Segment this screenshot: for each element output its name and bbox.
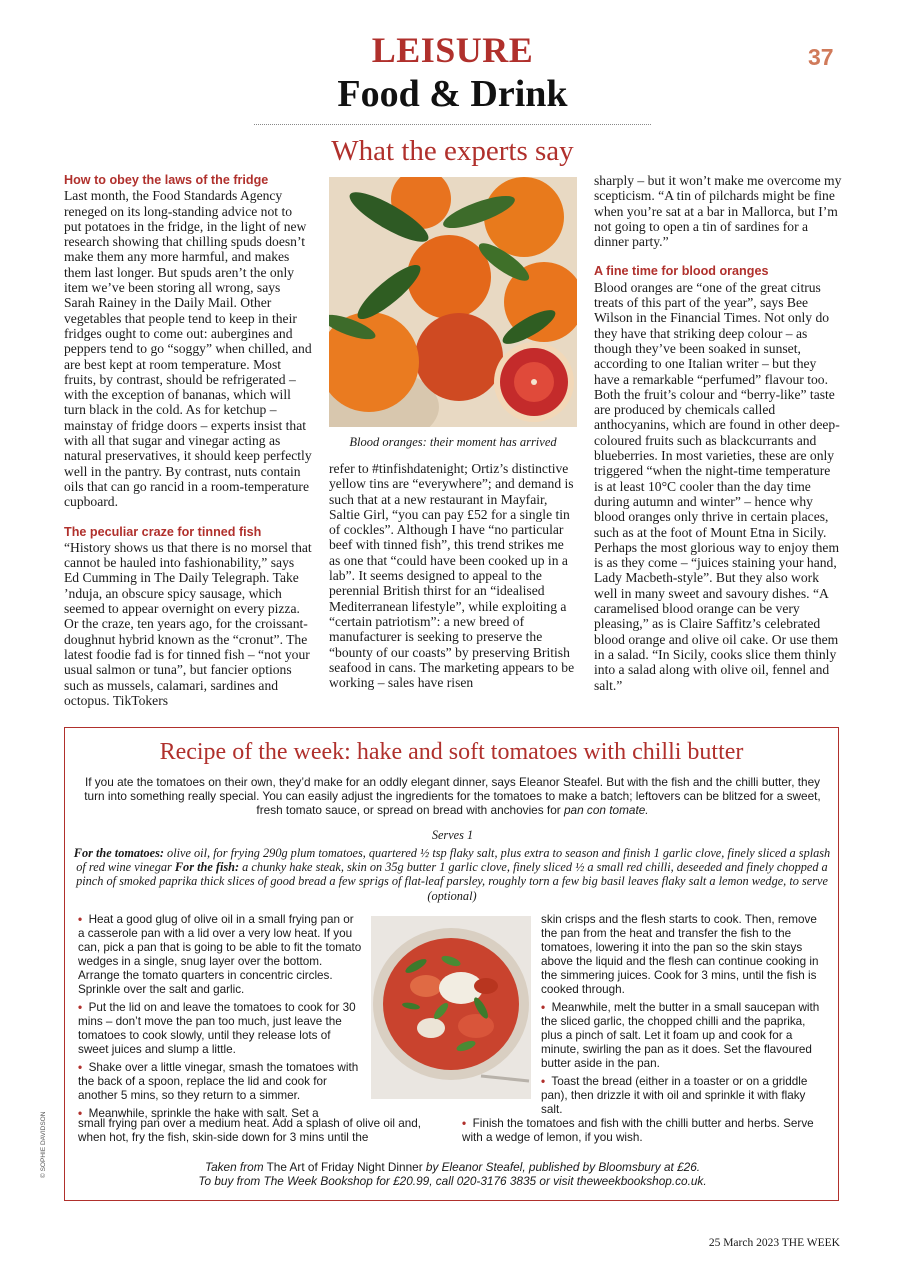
article-body-blood-oranges: Blood oranges are “one of the great citrus treats of this part of the year”, says Bee Wilson in the Financial Times. Not only do they have that striking deep colour – as though they’ve been soaked in sunset, according to one Italian writer – but they have a remarkable “perfumed” flavour too. Both the fruit’s colour and “berry-like” taste are produced by chemicals called anthocyanins, which are found in other deep-coloured fruits such as blackcurrants and blueberries. In most varieties, these are only triggered “when the night-time temperature is at least 10°C cooler than the day time during autumn and winter” – hence why blood oranges only thrive in certain places, such as at the foot of Mount Etna in Sicily. Perhaps the most glorious way to enjoy them is as they come – “juices staining your hand, Lady Macbeth-style”. But they also work well in many sweet and savoury dishes. “A caramelised blood orange can be very pleasing,” as is Claire Saffitz’s celebrated blood orange and olive oil cake. Or use them in a salad. “In Sicily, cooks slice them thinly into a salad along with olive oil, fennel and salt.” xyxy=(594,279,840,693)
page-number: 37 xyxy=(808,44,834,70)
bullet-icon: • xyxy=(541,1001,546,1014)
step-6: • Toast the bread (either in a toaster or on a griddle pan), then drizzle it with oil and sprinkle it with flaky salt. xyxy=(541,1075,808,1116)
recipe-serves: Serves 1 xyxy=(431,828,474,842)
article-heading-blood-oranges: A fine time for blood oranges xyxy=(594,264,769,279)
recipe-steps-left xyxy=(78,913,363,1121)
page-footer: 25 March 2023 THE WEEK xyxy=(708,1237,840,1249)
bullet-icon: • xyxy=(462,1117,467,1130)
page-headline: What the experts say xyxy=(331,135,574,167)
step-4-middle: small frying pan over a medium heat. Add a splash of olive oil and, when hot, fry the fish, skin-side down for 3 mins until the xyxy=(78,1117,422,1144)
bullet-icon: • xyxy=(78,1061,83,1074)
ingredients-fish-label: For the fish: xyxy=(174,860,240,875)
source-book-title: The Art of Friday Night Dinner xyxy=(263,1160,426,1174)
bullet-icon: • xyxy=(78,913,83,926)
recipe-ingredients xyxy=(72,846,832,903)
column-3 xyxy=(594,173,842,693)
article-body-tinned-fish: “History shows us that there is no morsel that cannot be hauled into fashionability,” says Ed Cumming in The Daily Telegraph. Take ’nduja, an obscure spicy sausage, which seemed to appear overnight on every pizza. Or the craze, ten years ago, for the croissant-doughnut hybrid known as the “cronut”. The latest foodie fad is for tinned fish – “not your usual salmon or tuna”, but fancier options such as mussels, calamari, sardines and octopus. TikTokers xyxy=(64,539,312,708)
column-2 xyxy=(329,461,577,690)
bullet-icon: • xyxy=(78,1107,83,1120)
step-3: • Shake over a little vinegar, smash the tomatoes with the back of a spoon, replace the lid and cook for another 5 mins, so they return to a simmer. xyxy=(78,1061,359,1102)
source-prefix: Taken from xyxy=(204,1160,264,1174)
article-heading-tinned-fish: The peculiar craze for tinned fish xyxy=(64,524,262,539)
photo-caption: Blood oranges: their moment has arrived xyxy=(349,435,557,449)
subsection-title: Food & Drink xyxy=(337,73,568,115)
source-bookshop: To buy from The Week Bookshop for £20.99, call 020-3176 3835 or visit theweekbookshop.co.uk. xyxy=(198,1174,707,1188)
column-1 xyxy=(64,173,312,708)
recipe-title: Recipe of the week: hake and soft tomatoes with chilli butter xyxy=(159,739,744,765)
article-heading-fridge: How to obey the laws of the fridge xyxy=(64,173,269,187)
ingredients-tomatoes-label: For the tomatoes: xyxy=(73,846,164,860)
recipe-intro-text: If you ate the tomatoes on their own, they’d make for an oddly elegant dinner, says Eleanor Steafel. But with the fish and the chilli butter, they turn into something really special. You can easily adjust the ingredients for the tomatoes to make a batch; leftovers can be blitzed for a sweet, fresh tomato sauce, or spread on bread with anchovies for xyxy=(84,775,821,818)
recipe-intro xyxy=(80,775,825,818)
article-body-tinned-fish-cont: refer to #tinfishdatenight; Ortiz’s distinctive yellow tins are “everywhere”; and demand is such that at a new restaurant in Mayfair, Saltie Girl, “you can pay £52 for a single tin of cockles”. Although I have “no particular beef with tinned fish”, this trend strikes me as one that “could have been cooked up in a lab”. It seems designed to appeal to the perennial British thirst for an “idealised Mediterranean lifestyle”, while exploiting a “certain patriotism”: a new breed of manufacturer is seeking to preserve the “bounty of our coasts” by preserving British seafood in cans. The marketing appears to be working – sales have risen xyxy=(329,461,575,691)
hake-dish-photo xyxy=(371,916,531,1099)
step-2: • Put the lid on and leave the tomatoes to cook for 30 mins – don’t move the pan too much, just leave the tomatoes to cook slowly, until they release lots of sweet juices and slump a little. xyxy=(78,1001,356,1056)
bullet-icon: • xyxy=(541,1075,546,1088)
step-4-start: • Meanwhile, sprinkle the hake with salt. Set a xyxy=(78,1107,319,1120)
article-body-fridge: Last month, the Food Standards Agency reneged on its long-standing advice not to put potatoes in the fridge, in the light of new research showing that chilling spuds doesn’t make them any more harmful, and makes them last longer. But spuds aren’t the only item we’ve been storing all wrong, says Sarah Rainey in the Daily Mail. Other vegetables that people tend to keep in their fridges ought to come out: aubergines and peppers tend to go “soggy” when chilled, and are best kept at room temperature. Most fruits, by contrast, should be refrigerated – with the exception of bananas, which will turn black in the cold. As for ketchup – mainstay of fridge doors – experts insist that with all that sugar and vinegar acting as natural preservatives, it should keep perfectly well in the pantry. By contrast, nuts contain oils that can go rancid in a room-temperature cupboard. xyxy=(64,188,312,510)
step-4-end: skin crisps and the flesh starts to cook. Then, remove the pan from the heat and transfer the fish to the tomatoes, lowering it into the pan so the skin stays above the liquid and the flesh can continue cooking in the simmering juices. Cook for 3 mins, until the fish is cooked through. xyxy=(541,913,819,996)
dotted-divider xyxy=(254,124,651,125)
ingredients-tomatoes: olive oil, for frying 290g plum tomatoes, quartered ½ tsp flaky salt, plus extra to season and finish 1 garlic clove, finely sliced a splash of red wine vinegar xyxy=(76,846,831,875)
step-7: • Finish the tomatoes and fish with the chilli butter and herbs. Serve with a wedge of lemon, if you wish. xyxy=(462,1117,814,1144)
recipe-steps-right xyxy=(541,913,826,1121)
recipe-intro-italic: pan con tomate. xyxy=(563,803,649,818)
section-title: LEISURE xyxy=(371,30,534,70)
bullet-icon: • xyxy=(78,1001,83,1014)
step-5: • Meanwhile, melt the butter in a small saucepan with the sliced garlic, the chopped chilli and the paprika, plus a pinch of salt. Let it foam up and cook for a minute, swirling the pan as it does. Set the flavoured butter aside in the pan. xyxy=(541,1001,820,1070)
article-body-tinned-fish-end: sharply – but it won’t make me overcome my scepticism. “A tin of pilchards might be fine when you’re sat at a bar in Mallorca, but I’m not going to open a tin of sardines for a dinner party.” xyxy=(594,173,842,250)
recipe-source xyxy=(80,1160,825,1188)
ingredients-fish: a chunky hake steak, skin on 35g butter 1 garlic clove, finely sliced ½ a small red chilli, deseeded and finely chopped a pinch of smoked paprika thick slices of good bread a few sprigs of flat-leaf parsley, roughly torn a few big basil leaves flaky salt a lemon wedge, to serve (optional) xyxy=(76,860,828,903)
photo-credit: © SOPHIE DAVIDSON xyxy=(40,1111,47,1178)
step-1: • Heat a good glug of olive oil in a small frying pan or a casserole pan with a lid over a very low heat. If you can, pick a pan that is going to be able to fit the tomato wedges in a single, snug layer over the bottom. Arrange the tomato quarters in concentric circles. Sprinkle over the salt and garlic. xyxy=(78,913,362,996)
blood-oranges-photo xyxy=(329,177,577,427)
source-publisher: by Eleanor Steafel, published by Bloomsbury at £26. xyxy=(425,1160,701,1174)
